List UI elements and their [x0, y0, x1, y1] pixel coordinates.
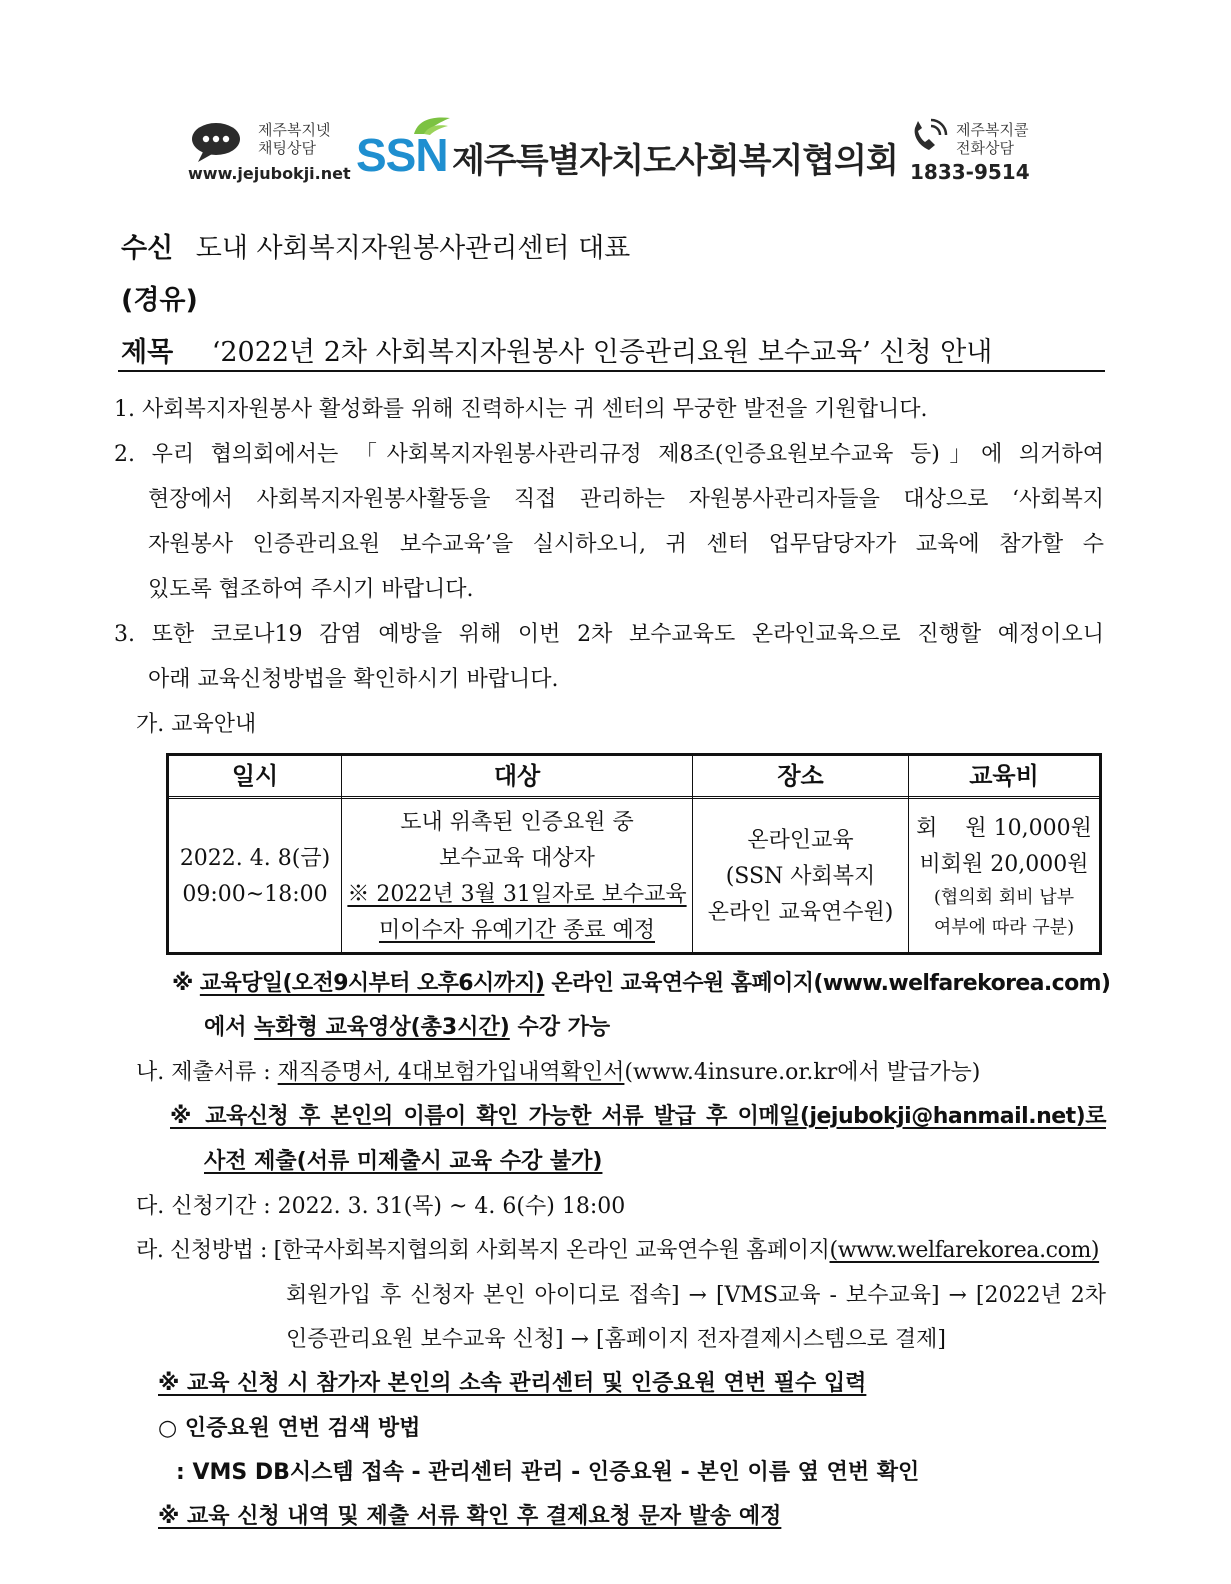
- phone-number[interactable]: 1833-9514: [910, 160, 1030, 184]
- website-link[interactable]: www.jejubokji.net: [188, 164, 351, 183]
- via-row: [121, 278, 198, 317]
- section-ra-method-line-2: 회원가입 후 신청자 본인 아이디로 접속] → [VMS교육 - 보수교육] → [2022년 2차: [286, 1283, 1106, 1308]
- section-na-documents: 나. 제출서류 : 재직증명서, 4대보험가입내역확인서(www.4insure.or.kr에서 발급가능): [136, 1060, 981, 1085]
- cell-place: 온라인교육 (SSN 사회복지 온라인 교육연수원): [707, 828, 894, 925]
- paragraph-2-line-1: 2. 우리 협의회에서는 「사회복지자원봉사관리규정 제8조(인증요원보수교육 등)」에 의거하여: [114, 442, 1104, 467]
- cell-date: 2022. 4. 8(금) 09:00~18:00: [179, 846, 331, 907]
- subject-row: [121, 330, 992, 369]
- section-ra-method-line-3: 인증관리요원 보수교육 신청] → [홈페이지 전자결제시스템으로 결제]: [286, 1327, 946, 1352]
- paragraph-3-line-2: 아래 교육신청방법을 확인하시기 바랍니다.: [148, 667, 559, 692]
- chat-label: 제주복지넷 채팅상담: [258, 121, 331, 157]
- header-date: 일시: [231, 762, 279, 790]
- phone-icon: [907, 118, 951, 154]
- header-target: 대상: [493, 762, 541, 790]
- section-ra-method-line-1: 라. 신청방법 : [한국사회복지협의회 사회복지 온라인 교육연수원 홈페이지(www.welfarekorea.com): [136, 1238, 1100, 1263]
- ssn-logo-text: SSN: [356, 129, 448, 181]
- serial-search-heading: ○ 인증요원 연번 검색 방법: [158, 1416, 421, 1441]
- title-divider: [118, 370, 1105, 372]
- note-email-submission: ※ 교육신청 후 본인의 이름이 확인 가능한 서류 발급 후 이메일(jejubokji@hanmail.net)로: [170, 1104, 1106, 1129]
- paragraph-1: 1. 사회복지자원봉사 활성화를 위해 진력하시는 귀 센터의 무궁한 발전을 기원합니다.: [114, 397, 928, 422]
- welfarekorea-link[interactable]: (www.welfarekorea.com): [829, 1238, 1100, 1263]
- section-da-period: 다. 신청기간 : 2022. 3. 31(목) ~ 4. 6(수) 18:00: [136, 1194, 626, 1219]
- via-label: (경유): [121, 285, 198, 316]
- org-name: 제주특별자치도사회복지협의회: [452, 141, 898, 181]
- paragraph-2-line-3: 자원봉사 인증관리요원 보수교육’을 실시하오니, 귀 센터 업무담당자가 교육에 참가할 수: [148, 532, 1104, 557]
- header-place: 장소: [777, 762, 824, 790]
- serial-search-steps: : VMS DB시스템 접속 - 관리센터 관리 - 인증요원 - 본인 이름 옆 연번 확인: [176, 1460, 920, 1485]
- note-online-schedule: ※ 교육당일(오전9시부터 오후6시까지) 온라인 교육연수원 홈페이지(www.welfarekorea.com): [172, 971, 1111, 996]
- paragraph-2-line-2: 현장에서 사회복지자원봉사활동을 직접 관리하는 자원봉사관리자들을 대상으로 ‘사회복지: [148, 487, 1104, 512]
- chat-bubble-icon: [190, 120, 246, 164]
- recipient: 도내 사회복지자원봉사관리센터 대표: [195, 233, 631, 264]
- cell-fee: 회 원 10,000원 비회원 20,000원 (협의회 회비 납부 여부에 따라 구분): [916, 816, 1092, 938]
- education-info-table: [166, 753, 1102, 955]
- note-required-input: ※ 교육 신청 시 참가자 본인의 소속 관리센터 및 인증요원 연번 필수 입력: [158, 1371, 867, 1396]
- paragraph-2-line-4: 있도록 협조하여 주시기 바랍니다.: [148, 577, 474, 602]
- recipient-row: [121, 226, 630, 265]
- note-payment-sms: ※ 교육 신청 내역 및 제출 서류 확인 후 결제요청 문자 발송 예정: [158, 1504, 782, 1529]
- header-fee: 교육비: [969, 762, 1039, 790]
- recipient-label: 수신: [121, 233, 174, 264]
- note-email-submission-line-2: 사전 제출(서류 미제출시 교육 수강 불가): [204, 1149, 603, 1174]
- section-ga-heading: 가. 교육안내: [136, 712, 257, 737]
- cell-target: 도내 위촉된 인증요원 중 보수교육 대상자 ※ 2022년 3월 31일자로 보수교육 미이수자 유예기간 종료 예정: [347, 810, 687, 943]
- subject-label: 제목: [121, 337, 174, 368]
- paragraph-3-line-1: 3. 또한 코로나19 감염 예방을 위해 이번 2차 보수교육도 온라인교육으로 진행할 예정이오니: [114, 622, 1104, 647]
- subject: ‘2022년 2차 사회복지자원봉사 인증관리요원 보수교육’ 신청 안내: [211, 337, 993, 368]
- call-label: 제주복지콜 전화상담: [956, 121, 1029, 157]
- note-online-schedule-line-2: 에서 녹화형 교육영상(총3시간) 수강 가능: [204, 1015, 611, 1040]
